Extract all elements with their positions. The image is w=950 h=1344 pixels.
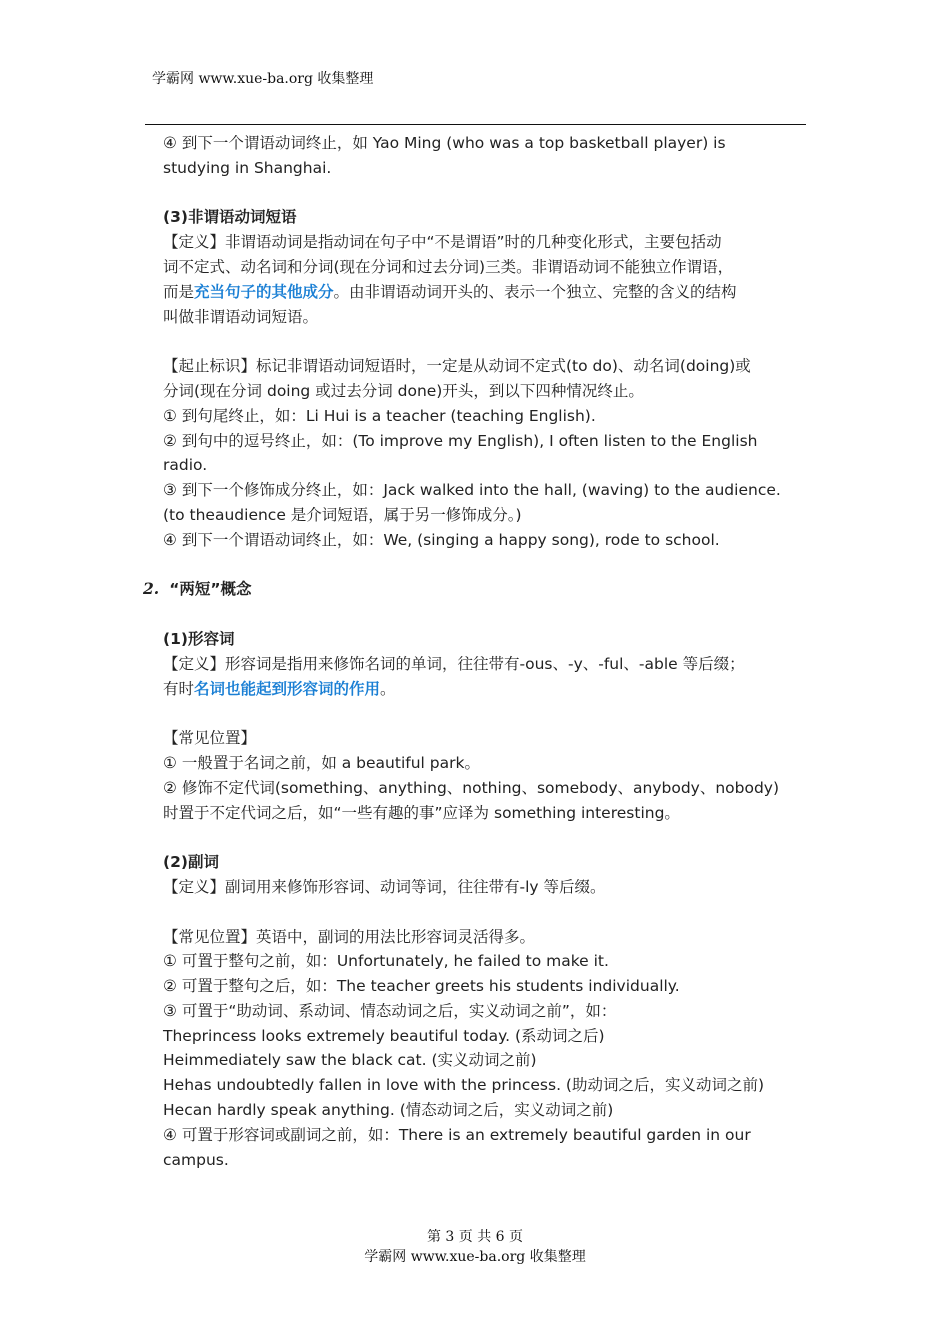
document-body: [143, 131, 788, 1172]
section-title: “两短”概念: [169, 580, 252, 599]
text-line: Hecan hardly speak anything. (情态动词之后，实义动词之前): [163, 1101, 614, 1120]
text-line: 【定义】形容词是指用来修饰名词的单词，往往带有-ous、-y、-ful、-able 等后缀；: [163, 654, 745, 673]
subsection-heading-adjective: (1)形容词: [163, 629, 235, 648]
section-heading-two-short: [143, 577, 788, 602]
text-line: ② 修饰不定代词(something、anything、nothing、somebody、anybody、nobody): [163, 778, 780, 797]
text-segment: 。由非谓语动词开头的、表示一个独立、完整的含义的结构: [333, 282, 737, 301]
header-divider: [145, 124, 806, 125]
subsection-heading-nonfinite-verb-phrase: (3)非谓语动词短语: [163, 208, 297, 227]
text-line: Heimmediately saw the black cat. (实义动词之前): [163, 1051, 537, 1070]
text-line: Theprincess looks extremely beautiful today. (系动词之后): [163, 1026, 605, 1045]
text-line: 【定义】副词用来修饰形容词、动词等词，往往带有-ly 等后缀。: [163, 877, 606, 896]
text-line: radio.: [163, 456, 208, 475]
highlighted-text: 充当句子的其他成分: [194, 282, 334, 301]
text-line: 时置于不定代词之后，如“一些有趣的事”应译为 something interesting。: [163, 803, 680, 822]
text-line: ② 可置于整句之后，如：The teacher greets his students individually.: [163, 977, 680, 996]
text-line: 【常见位置】: [163, 729, 257, 748]
section-number: 2.: [143, 579, 160, 599]
page-number: 第 3 页 共 6 页: [426, 1229, 524, 1245]
text-segment: 有时: [163, 679, 195, 698]
text-line: [163, 280, 788, 305]
text-line: 【起止标识】标记非谓语动词短语时，一定是从动词不定式(to do)、动名词(doing)或: [163, 357, 751, 376]
text-segment: 。: [380, 679, 396, 698]
text-line: Hehas undoubtedly fallen in love with the princess. (助动词之后，实义动词之前): [163, 1076, 765, 1095]
text-line: campus.: [163, 1150, 229, 1169]
text-line: ① 到句尾终止，如：Li Hui is a teacher (teaching English).: [163, 406, 596, 425]
text-line: 词不定式、动名词和分词(现在分词和过去分词)三类。非谓语动词不能独立作谓语，: [163, 257, 734, 276]
page-footer-site: 学霸网 www.xue-ba.org 收集整理: [364, 1249, 586, 1265]
text-line: ① 一般置于名词之前，如 a beautiful park。: [163, 753, 480, 772]
text-line: (to theaudience 是介词短语，属于另一修饰成分。): [163, 505, 522, 524]
text-segment: 而是: [163, 282, 195, 301]
text-line: ④ 到下一个谓语动词终止，如：We, (singing a happy song), rode to school.: [163, 530, 720, 549]
text-line: 【定义】非谓语动词是指动词在句子中“不是谓语”时的几种变化形式，主要包括动: [163, 233, 722, 252]
text-line: ③ 可置于“助动词、系动词、情态动词之后，实义动词之前”，如：: [163, 1001, 617, 1020]
text-line: ④ 可置于形容词或副词之前，如：There is an extremely beautiful garden in our: [163, 1125, 751, 1144]
text-line: [163, 677, 788, 702]
subsection-heading-adverb: (2)副词: [163, 853, 219, 872]
text-line: ④ 到下一个谓语动词终止，如 Yao Ming (who was a top basketball player) is: [163, 134, 726, 152]
text-line: 叫做非谓语动词短语。: [163, 307, 319, 326]
text-line: 【常见位置】英语中，副词的用法比形容词灵活得多。: [163, 927, 536, 946]
page-header-site: 学霸网 www.xue-ba.org 收集整理: [152, 71, 374, 87]
text-line: ① 可置于整句之前，如：Unfortunately, he failed to make it.: [163, 952, 609, 971]
text-line: ② 到句中的逗号终止，如：(To improve my English), I often listen to the English: [163, 431, 758, 450]
highlighted-text: 名词也能起到形容词的作用: [194, 679, 381, 698]
text-line: 分词(现在分词 doing 或过去分词 done)开头，到以下四种情况终止。: [163, 381, 644, 400]
text-line: studying in Shanghai.: [163, 158, 332, 177]
text-line: ③ 到下一个修饰成分终止，如：Jack walked into the hall, (waving) to the audience.: [163, 481, 781, 500]
